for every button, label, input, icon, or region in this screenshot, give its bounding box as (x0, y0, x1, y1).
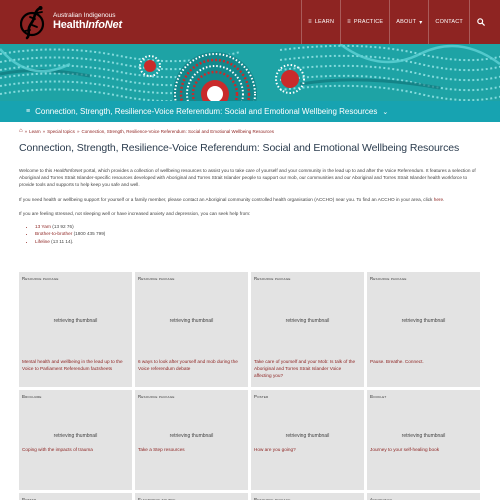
list-icon: ≡ (308, 19, 312, 25)
accho-link[interactable]: here (433, 196, 444, 202)
resource-title[interactable]: Journey to your self-healing book (370, 447, 440, 452)
breadcrumb-special-topics[interactable]: Special topics (47, 128, 75, 134)
nav-contact[interactable] (429, 0, 469, 44)
resource-title[interactable]: Coping with the impacts of trauma (22, 447, 93, 452)
helpline-13yarn-link[interactable]: 13 Yarn (35, 224, 51, 230)
help-paragraph: If you are feeling stressed, not sleeping well or have increased anxiety and depression, you can seek help from: (19, 210, 251, 216)
home-icon[interactable]: ⌂ (19, 128, 23, 134)
breadcrumb: ⌂ » Learn » Special topics » Connection, Strength, Resilience-Voice Referendum: Social and Emotional Wellbeing Resources (19, 128, 274, 134)
page-title: Connection, Strength, Resilience-Voice Referendum: Social and Emotional Wellbeing Resources (19, 142, 460, 154)
resource-grid (19, 272, 480, 500)
resource-type: Booklet (370, 394, 387, 399)
breadcrumb-current: Connection, Strength, Resilience-Voice Referendum: Social and Emotional Wellbeing Resources (81, 128, 274, 134)
chevron-down-icon: ⌄ (382, 108, 389, 116)
intro-paragraph: Welcome to this HealthInfoNet portal, which provides a collection of wellbeing resources to assist you to take care of yourself and your community in the lead up to and after the Voice Referendum. It features a selection of Aboriginal and Torres Strait Islander-specific resources developed with Aboriginal and Torres Strait Islander people to support our mob, our communities and our Aboriginal and Torres Strait Islander health workforce to provide tools and supports to help keep you safe and well. (19, 168, 476, 188)
helpline-brother-link[interactable]: Brother-to-brother (35, 231, 73, 237)
dot-painting-artwork (0, 44, 500, 101)
thumbnail-placeholder: retrieving thumbnail (53, 318, 98, 324)
resource-type: Resource package (138, 394, 175, 399)
nav-learn-label: LEARN (314, 19, 335, 25)
resource-card[interactable] (19, 390, 132, 490)
resource-card[interactable] (251, 390, 364, 490)
resource-card[interactable] (367, 272, 480, 387)
resource-type: Audiovisual (370, 497, 394, 500)
resource-card[interactable] (135, 272, 248, 387)
logo-title: HealthInfoNet (53, 18, 122, 31)
helpline-list (19, 223, 481, 245)
main-content (0, 122, 500, 245)
resource-type: Poster (254, 394, 269, 399)
nav-about-label: ABOUT (396, 19, 417, 25)
resource-card[interactable] (367, 493, 480, 500)
resource-title[interactable]: Take care of yourself and your Mob: Is talk of the Aboriginal and Torres Strait Islander Voice affecting you? (254, 359, 356, 379)
list-icon: ≡ (347, 19, 351, 25)
section-title-label: Connection, Strength, Resilience-Voice Referendum: Social and Emotional Wellbeing Resources (35, 107, 378, 116)
resource-card[interactable] (19, 493, 132, 500)
list-item: • Lifeline (13 11 14). (35, 238, 481, 245)
thumbnail-placeholder: retrieving thumbnail (53, 433, 98, 439)
resource-title[interactable]: Pause. Breathe. Connect. (370, 359, 424, 364)
site-logo[interactable] (20, 4, 122, 40)
nav-about[interactable] (390, 0, 428, 44)
resource-card[interactable] (251, 493, 364, 500)
resource-card[interactable] (251, 272, 364, 387)
resource-title[interactable]: Mental health and wellbeing in the lead up to the Voice to Parliament Referendum factsheets (22, 359, 123, 372)
resource-card[interactable] (135, 390, 248, 490)
resource-type: Resource package (22, 276, 59, 281)
thumbnail-placeholder: retrieving thumbnail (169, 433, 214, 439)
resource-card[interactable] (367, 390, 480, 490)
list-item: • Brother-to-brother (1800 435 799) (35, 230, 481, 237)
site-header (0, 0, 500, 44)
resource-card[interactable] (135, 493, 248, 500)
breadcrumb-learn[interactable]: Learn (29, 128, 41, 134)
resource-type: Brochure (22, 394, 42, 399)
section-title-bar[interactable] (0, 101, 500, 122)
nav-contact-label: CONTACT (435, 19, 463, 25)
resource-type: Poster (22, 497, 37, 500)
nav-practice[interactable] (341, 0, 389, 44)
resource-title[interactable]: 6 ways to look after yourself and mob during the Voice referendum debate (138, 359, 238, 372)
chevron-down-icon: ▾ (419, 19, 423, 26)
lizard-logo-icon (20, 4, 50, 40)
resource-type: Resource package (254, 497, 291, 500)
logo-subtitle: Australian Indigenous (53, 12, 116, 20)
resource-title[interactable]: How are you going? (254, 447, 296, 452)
resource-type: Electronic source (138, 497, 176, 500)
search-icon (477, 18, 485, 26)
list-item: • 13 Yarn (13 92 76) (35, 223, 481, 230)
resource-title[interactable]: Take a Step resources (138, 447, 185, 452)
nav-learn[interactable] (302, 0, 340, 44)
helpline-lifeline-link[interactable]: Lifeline (35, 238, 50, 244)
thumbnail-placeholder: retrieving thumbnail (285, 318, 330, 324)
search-button[interactable] (470, 0, 492, 44)
list-icon: ≡ (26, 108, 31, 115)
resource-type: Resource package (138, 276, 175, 281)
thumbnail-placeholder: retrieving thumbnail (401, 318, 446, 324)
main-nav (301, 0, 492, 44)
thumbnail-placeholder: retrieving thumbnail (285, 433, 330, 439)
resource-card[interactable] (19, 272, 132, 387)
accho-paragraph: If you need health or wellbeing support for yourself or a family member, please contact an Aboriginal community controlled health organisation (ACCHO) near you. To find an ACCHO in your area, click here. (19, 196, 445, 202)
thumbnail-placeholder: retrieving thumbnail (169, 318, 214, 324)
thumbnail-placeholder: retrieving thumbnail (401, 433, 446, 439)
nav-practice-label: PRACTICE (353, 19, 384, 25)
resource-type: Resource package (254, 276, 291, 281)
banner-artwork (0, 44, 500, 101)
resource-type: Resource package (370, 276, 407, 281)
